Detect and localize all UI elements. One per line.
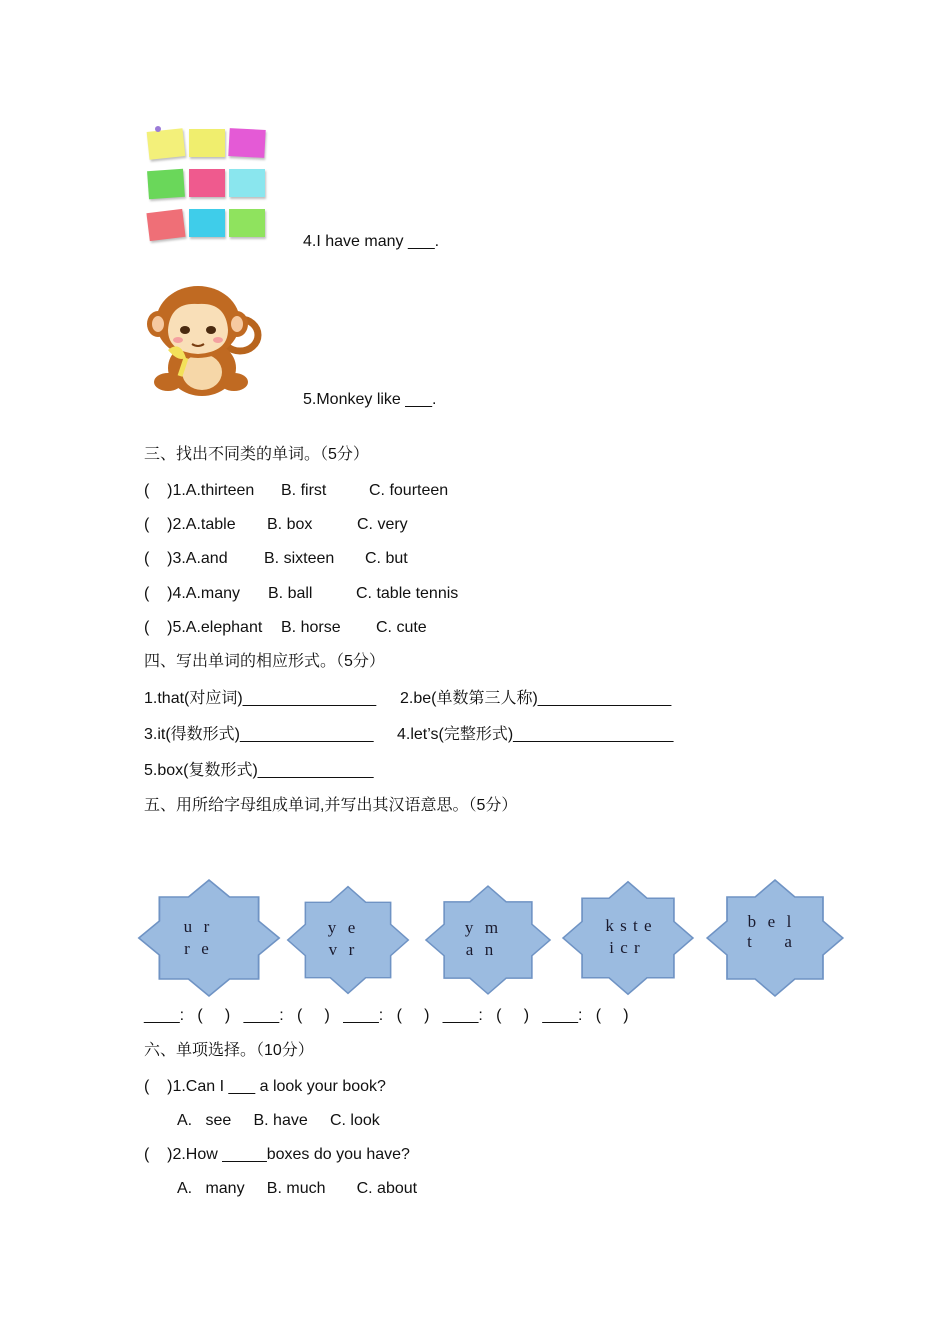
- sec6-question-2: ( )2.How _____boxes do you have?: [144, 1146, 410, 1163]
- question-5: 5.Monkey like ___.: [303, 391, 437, 408]
- sec3-item-4-c: C. table tennis: [356, 585, 459, 602]
- star-3-letters-top: y m: [464, 918, 500, 937]
- sticky-note: [147, 169, 185, 199]
- monkey-image: [140, 280, 268, 405]
- star-1-letters-top: u r: [183, 917, 211, 936]
- pin-icon: [155, 126, 161, 132]
- star-4-letters-top: k s t e: [605, 916, 653, 935]
- sec3-item-3-c: C. but: [365, 550, 408, 567]
- sec4-line-3: 5.box(复数形式)_____________: [144, 762, 374, 779]
- sec4-line-2a: 3.it(得数形式)_______________: [144, 726, 374, 743]
- sticky-note: [229, 169, 265, 197]
- sec3-item-3-b: B. sixteen: [264, 550, 335, 567]
- star-2-letters-top: y e: [327, 918, 357, 937]
- sticky-note: [229, 209, 265, 237]
- star-5-letters-bottom: t a: [747, 932, 793, 951]
- sticky-note: [146, 209, 185, 241]
- sec3-item-2-b: B. box: [267, 516, 313, 533]
- sec6-question-1: ( )1.Can I ___ a look your book?: [144, 1078, 386, 1095]
- sec3-item-1-b: B. first: [281, 482, 327, 499]
- sec4-line-2b: 4.let’s(完整形式)__________________: [397, 726, 674, 743]
- sec3-item-5-c: C. cute: [376, 619, 427, 636]
- sec5-answer-line: ____: ( ) ____: ( ) ____: ( ) ____: ( ) ____: ( ): [144, 1007, 629, 1024]
- sticky-note: [189, 169, 225, 197]
- sec6-question-1-options: A. see B. have C. look: [177, 1112, 380, 1129]
- sec4-line-1b: 2.be(单数第三人称)_______________: [400, 690, 672, 707]
- sec3-item-2-c: C. very: [357, 516, 408, 533]
- star-4-letters-bottom: i c r: [609, 938, 641, 957]
- star-2-letters-bottom: v r: [328, 940, 356, 959]
- star-1-letters-bottom: r e: [184, 939, 210, 958]
- section-6-title: 六、单项选择。（10分）: [144, 1042, 314, 1059]
- sec3-item-4-prefix: ( )4.A.many: [144, 585, 241, 602]
- sticky-note: [189, 209, 225, 237]
- sec3-item-4-b: B. ball: [268, 585, 313, 602]
- sec3-item-1-c: C. fourteen: [369, 482, 449, 499]
- section-3-title: 三、找出不同类的单词。（5分）: [144, 446, 369, 463]
- section-4-title: 四、写出单词的相应形式。（5分）: [144, 653, 385, 670]
- sticky-note: [147, 128, 186, 160]
- sec3-item-1-prefix: ( )1.A.thirteen: [144, 482, 255, 499]
- question-4: 4.I have many ___.: [303, 233, 440, 250]
- section-5-title: 五、用所给字母组成单词,并写出其汉语意思。（5分）: [144, 797, 518, 814]
- sec3-item-5-b: B. horse: [281, 619, 341, 636]
- star-3-letters-bottom: a n: [465, 940, 495, 959]
- sticky-notes-image: [143, 125, 268, 247]
- sticky-note: [189, 129, 225, 157]
- sec4-line-1a: 1.that(对应词)_______________: [144, 690, 377, 707]
- sticky-note: [228, 128, 265, 158]
- sec3-item-3-prefix: ( )3.A.and: [144, 550, 228, 567]
- sec6-question-2-options: A. many B. much C. about: [177, 1180, 418, 1197]
- star-5-letters-top: b e l: [747, 912, 793, 931]
- sec3-item-2-prefix: ( )2.A.table: [144, 516, 236, 533]
- sec3-item-5-prefix: ( )5.A.elephant: [144, 619, 263, 636]
